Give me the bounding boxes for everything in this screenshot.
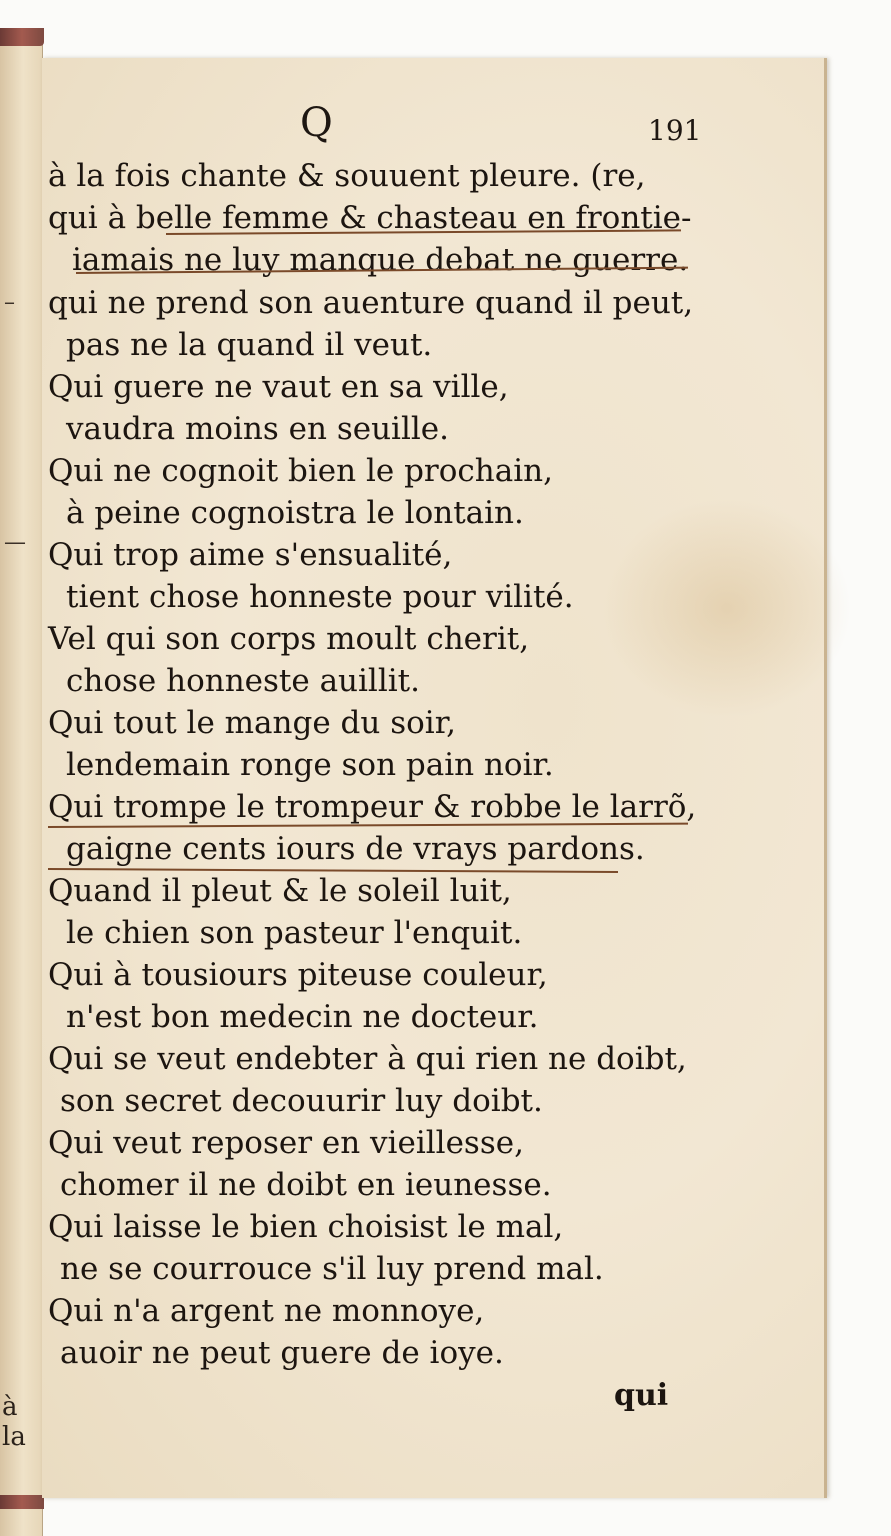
text-line: à la fois chante & souuent pleure. (re, xyxy=(48,158,646,194)
text-line: pas ne la quand il veut. xyxy=(66,327,433,363)
text-line: Quand il pleut & le soleil luit, xyxy=(48,873,512,909)
text-line: n'est bon medecin ne docteur. xyxy=(66,999,539,1035)
text-line: iamais ne luy manque debat ne guerre. xyxy=(72,242,689,278)
text-line: Qui guere ne vaut en sa ville, xyxy=(48,369,509,405)
catchword: qui xyxy=(614,1378,669,1413)
page-number: 191 xyxy=(648,114,702,147)
text-line: Qui laisse le bien choisist le mal, xyxy=(48,1209,564,1245)
text-line: le chien son pasteur l'enquit. xyxy=(66,915,523,951)
margin-mark: — xyxy=(4,530,26,555)
text-line: Qui n'a argent ne monnoye, xyxy=(48,1293,485,1329)
text-line: qui à belle femme & chasteau en frontie- xyxy=(48,200,692,236)
text-line: Qui se veut endebter à qui rien ne doibt, xyxy=(48,1041,687,1077)
text-line: chose honneste auillit. xyxy=(66,663,420,699)
text-line: son secret decouurir luy doibt. xyxy=(60,1083,543,1119)
text-line: vaudra moins en seuille. xyxy=(66,411,449,447)
text-line: Qui tout le mange du soir, xyxy=(48,705,456,741)
text-line: Qui trompe le trompeur & robbe le larrõ, xyxy=(48,789,697,825)
text-line: qui ne prend son auenture quand il peut, xyxy=(48,285,694,321)
text-line: à peine cognoistra le lontain. xyxy=(66,495,524,531)
text-line: ne se courrouce s'il luy prend mal. xyxy=(60,1251,604,1287)
text-line: Qui à tousiours piteuse couleur, xyxy=(48,957,548,993)
text-line: Vel qui son corps moult cherit, xyxy=(48,621,530,657)
running-head-letter: Q xyxy=(300,100,335,146)
text-line: gaigne cents iours de vrays pardons. xyxy=(66,831,645,867)
margin-mark: – xyxy=(4,290,15,315)
previous-page-catchword: à la xyxy=(2,1392,26,1452)
text-line: auoir ne peut guere de ioye. xyxy=(60,1335,504,1371)
text-line: chomer il ne doibt en ieunesse. xyxy=(60,1167,552,1203)
text-line: lendemain ronge son pain noir. xyxy=(66,747,554,783)
text-line: Qui ne cognoit bien le prochain, xyxy=(48,453,553,489)
text-line: Qui trop aime s'ensualité, xyxy=(48,537,453,573)
text-line: Qui veut reposer en vieillesse, xyxy=(48,1125,524,1161)
text-line: tient chose honneste pour vilité. xyxy=(66,579,574,615)
